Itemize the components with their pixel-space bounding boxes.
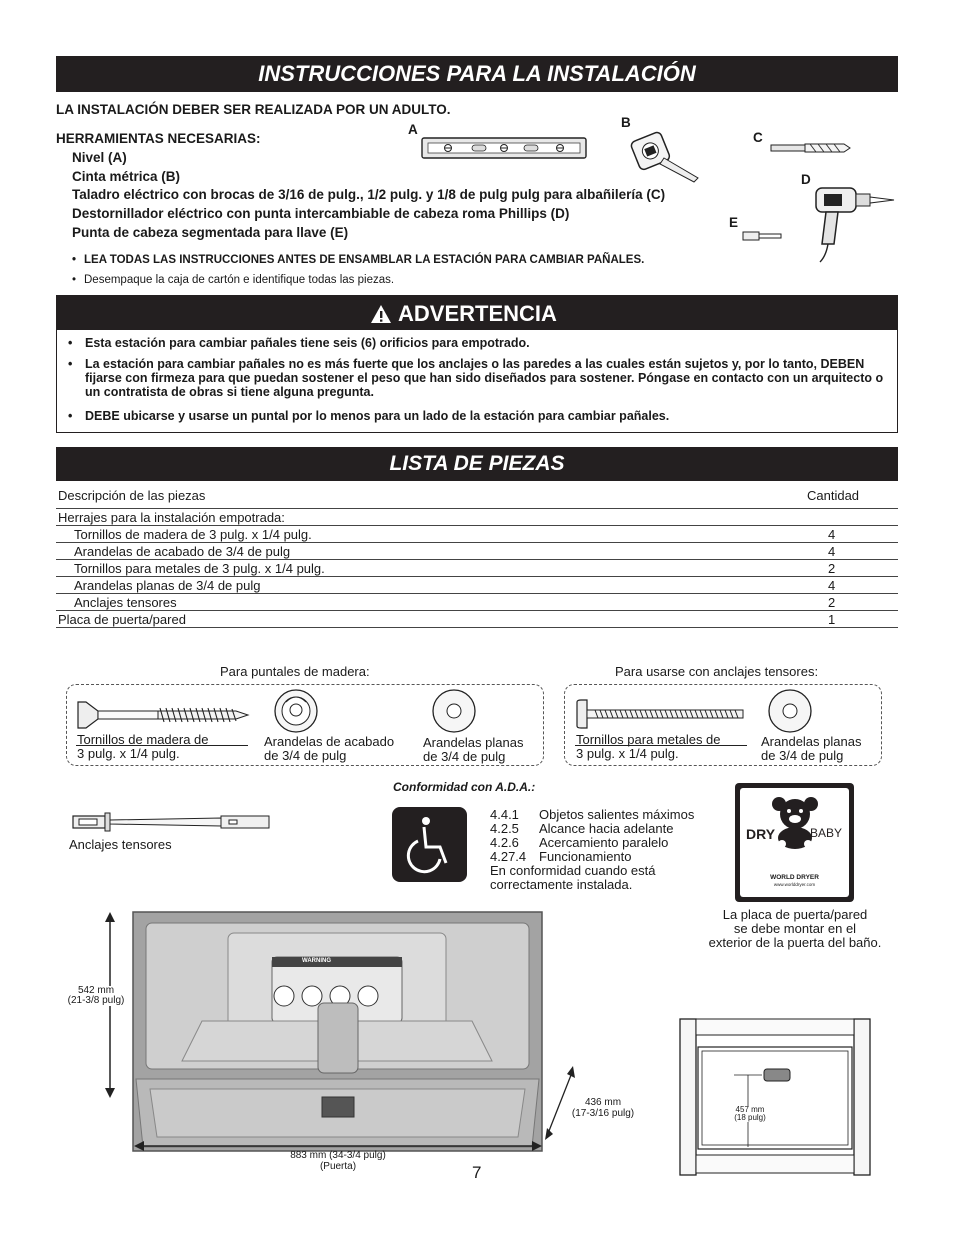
tool-tape: Cinta métrica (B)	[72, 169, 181, 184]
ada-code: 4.27.4	[490, 849, 527, 864]
machine-screw-icon	[575, 698, 747, 730]
table-row	[56, 611, 898, 628]
flat-washer-icon	[767, 688, 813, 734]
warning-header	[57, 296, 897, 330]
row-desc: Placa de puerta/pared	[58, 612, 186, 627]
dim-line: (21-3/8 pulg)	[67, 995, 125, 1006]
warning-title: ADVERTENCIA	[398, 301, 557, 326]
plate-brand-2: BABY	[810, 826, 843, 840]
caption-line: exterior de la puerta del baño.	[708, 935, 882, 950]
wood-screw-icon	[76, 700, 252, 730]
parts-title: LISTA DE PIEZAS	[389, 452, 565, 475]
row-desc: Arandelas de acabado de 3/4 de pulg	[74, 544, 291, 559]
table-row	[56, 594, 898, 611]
flat-washer-label	[423, 736, 523, 764]
label-line: Tornillos de madera de	[77, 732, 209, 747]
row-desc: Arandelas planas de 3/4 de pulg	[74, 578, 261, 593]
row-desc: Anclajes tensores	[74, 595, 177, 610]
tool-driver: Destornillador eléctrico con punta intercambiable de cabeza roma Phillips (D)	[72, 206, 570, 221]
level-icon	[420, 134, 588, 164]
door-plate-inner	[740, 788, 849, 897]
ada-text: Alcance hacia adelante	[539, 821, 674, 836]
adult-notice: LA INSTALACIÓN DEBER SER REALIZADA POR UN ADULTO.	[56, 102, 451, 117]
row-qty: 4	[828, 578, 836, 593]
ada-text: Objetos salientes máximos	[539, 807, 695, 822]
letter-d: D	[801, 172, 811, 187]
warning-item: • DEBE ubicarse y usarse un puntal por lo menos para un lado de la estación para cambiar pañales.	[85, 409, 885, 423]
wood-group-title: Para puntales de madera:	[220, 664, 370, 679]
plate-url: www.worlddryer.com	[773, 882, 816, 887]
ada-list	[490, 808, 694, 892]
tool-nutdriver: Punta de cabeza segmentada para llave (E)	[72, 225, 349, 240]
letter-e: E	[729, 215, 739, 230]
warning-triangle-icon	[370, 304, 392, 324]
changing-station	[132, 911, 543, 1152]
label-line: 3 pulg. x 1/4 pulg.	[77, 746, 180, 761]
ada-footer: En conformidad cuando está	[490, 863, 656, 878]
station-warning-label: WARNING	[302, 958, 331, 964]
table-row	[56, 509, 898, 526]
table-row	[56, 577, 898, 594]
dim-line: 883 mm (34-3/4 pulg)	[290, 1150, 386, 1161]
row-qty: 2	[828, 561, 836, 576]
warning-item: • Esta estación para cambiar pañales tiene seis (6) orificios para empotrado.	[85, 336, 885, 350]
label-line: de 3/4 de pulg	[423, 749, 506, 764]
warning-item: • La estación para cambiar pañales no es más fuerte que los anclajes o las paredes a las cuales están sujetos y, por lo tanto, DEBEN fijarse con firmeza para que puedan sostener el peso que han sido diseñados para sostener. Póngase en contacto con un arquitecto o un contratista de obras si tiene alguna pregunta.	[85, 357, 885, 399]
row-qty: 1	[828, 612, 836, 627]
unpack-note: • Desempaque la caja de cartón e identifique todas las piezas.	[84, 274, 394, 286]
tool-drill: Taladro eléctrico con brocas de 3/16 de pulg., 1/2 pulg. y 1/8 de pulg pulg para albañilería (C)	[72, 187, 666, 202]
plate-caption	[695, 908, 895, 950]
mounting-frame-diagram	[678, 1017, 878, 1177]
ada-item	[490, 836, 694, 850]
label-line: Arandelas de acabado	[264, 734, 395, 749]
ada-code: 4.4.1	[490, 807, 519, 822]
dim-line: 436 mm	[584, 1097, 622, 1108]
label-line: Arandelas planas	[761, 734, 862, 749]
ada-code: 4.2.6	[490, 835, 519, 850]
toggle-anchor-label: Anclajes tensores	[69, 837, 172, 852]
anchor-flat-washer-label	[761, 735, 861, 763]
tools-heading: HERRAMIENTAS NECESARIAS:	[56, 131, 261, 146]
label-line: Arandelas planas	[423, 735, 524, 750]
label-line: de 3/4 de pulg	[264, 748, 347, 763]
changing-station-illustration	[132, 911, 543, 1152]
table-row	[56, 560, 898, 577]
table-row	[56, 526, 898, 543]
label-line: 3 pulg. x 1/4 pulg.	[576, 746, 679, 761]
dim-line: (18 pulg)	[734, 1113, 766, 1122]
dim-line: 542 mm	[77, 985, 115, 996]
depth-dimension-label	[560, 1097, 646, 1119]
teddy-bear-icon	[768, 794, 822, 850]
flat-washer-icon	[431, 688, 477, 734]
anchor-group-title: Para usarse con anclajes tensores:	[615, 664, 819, 679]
ada-item	[490, 822, 694, 836]
read-note: • LEA TODAS LAS INSTRUCCIONES ANTES DE ENSAMBLAR LA ESTACIÓN PARA CAMBIAR PAÑALES.	[84, 254, 644, 266]
row-qty: 4	[828, 544, 836, 559]
wheelchair-icon	[402, 815, 458, 875]
nut-driver-bit-icon	[742, 229, 784, 243]
parts-banner	[56, 447, 898, 481]
caption-line: se debe montar en el	[733, 921, 857, 936]
ada-item	[490, 850, 694, 864]
letter-b: B	[621, 115, 631, 130]
drill-bit-icon	[770, 141, 852, 155]
width-dimension-label	[258, 1150, 418, 1172]
tape-measure-icon	[628, 128, 704, 184]
parts-header-qty: Cantidad	[807, 488, 860, 503]
power-drill-icon	[806, 184, 898, 264]
finish-washer-icon	[273, 688, 319, 734]
letter-a: A	[408, 122, 418, 137]
ada-item	[490, 808, 694, 822]
letter-c: C	[753, 130, 763, 145]
door-plate	[735, 783, 854, 902]
toggle-anchor-icon	[71, 811, 273, 833]
plate-maker: WORLD DRYER	[770, 874, 819, 881]
row-desc: Tornillos para metales de 3 pulg. x 1/4 pulg.	[74, 561, 325, 576]
dim-line: 457 mm	[735, 1105, 765, 1114]
row-qty: 2	[828, 595, 836, 610]
ada-footer: correctamente instalada.	[490, 877, 633, 892]
mount-height-label	[722, 1106, 778, 1122]
label-line: de 3/4 de pulg	[761, 748, 844, 763]
plate-brand: DRY	[746, 826, 776, 842]
install-banner	[56, 56, 898, 92]
label-line: Tornillos para metales de	[576, 732, 721, 747]
row-qty: 4	[828, 527, 836, 542]
ada-code: 4.2.5	[490, 821, 519, 836]
parts-header-desc: Descripción de las piezas	[58, 488, 206, 503]
height-dimension-label	[56, 986, 136, 1006]
finish-washer-label	[264, 735, 394, 763]
dim-line: (17-3/16 pulg)	[571, 1108, 635, 1119]
ada-text: Acercamiento paralelo	[539, 835, 669, 850]
machine-screw-label	[576, 733, 721, 761]
ada-text: Funcionamiento	[539, 849, 632, 864]
install-title: INSTRUCCIONES PARA LA INSTALACIÓN	[258, 61, 696, 86]
row-desc: Tornillos de madera de 3 pulg. x 1/4 pulg.	[74, 527, 312, 542]
ada-badge	[392, 807, 467, 882]
dim-line: (Puerta)	[319, 1161, 357, 1172]
tool-level: Nivel (A)	[72, 150, 127, 165]
warning-box	[56, 295, 898, 433]
table-row	[56, 543, 898, 560]
wood-screw-label	[77, 733, 209, 761]
caption-line: La placa de puerta/pared	[722, 907, 868, 922]
row-desc: Herrajes para la instalación empotrada:	[58, 510, 285, 525]
page-number: 7	[472, 1163, 482, 1182]
ada-title: Conformidad con A.D.A.:	[393, 780, 536, 794]
